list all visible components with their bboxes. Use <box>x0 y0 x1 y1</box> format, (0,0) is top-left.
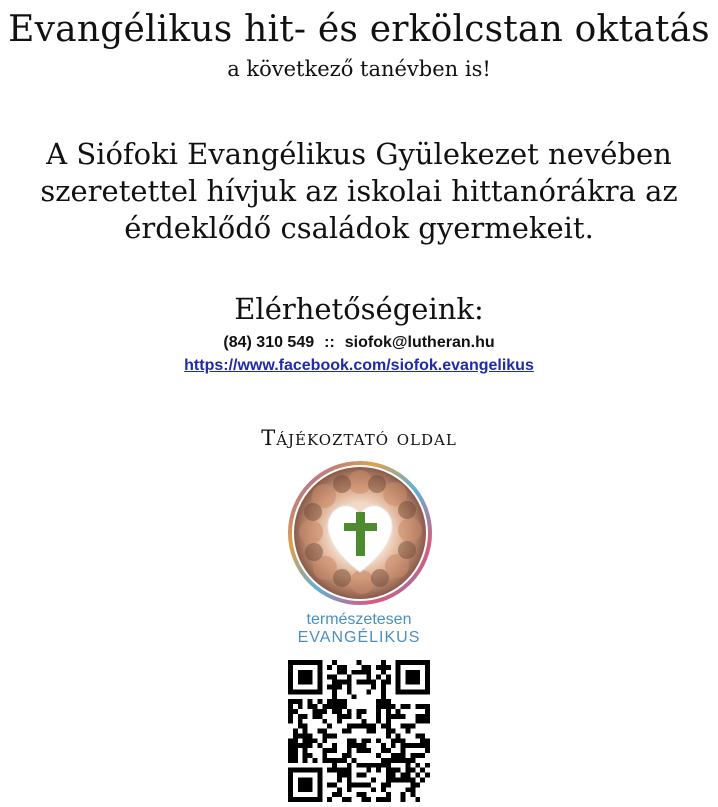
page-title: Evangélikus hit- és erkölcstan oktatás <box>8 9 710 50</box>
phone-number: (84) 310 549 <box>223 334 315 351</box>
logo-tagline: természetesen <box>306 611 412 628</box>
invitation-line: érdeklődő családok gyermekeit. <box>124 211 594 245</box>
contacts-heading: Elérhetőségeink: <box>234 292 484 326</box>
faces-circle-heart-cross-logo-icon <box>287 460 433 606</box>
invitation-text <box>0 136 718 247</box>
info-page-title: Tájékoztató oldal <box>261 426 457 450</box>
contact-line <box>0 333 718 353</box>
qr-code[interactable] <box>288 660 430 802</box>
email-address[interactable]: siofok@lutheran.hu <box>344 334 495 351</box>
invitation-line: A Siófoki Evangélikus Gyülekezet nevében <box>46 137 672 171</box>
contact-separator: :: <box>324 334 335 351</box>
facebook-link[interactable]: https://www.facebook.com/siofok.evangelikus <box>184 357 534 374</box>
logo <box>287 460 433 606</box>
page-subtitle: a következő tanévben is! <box>227 57 491 81</box>
logo-tagline-brand: EVANGÉLIKUS <box>297 629 421 646</box>
invitation-line: szeretettel hívjuk az iskolai hittanórákra az <box>40 174 678 208</box>
qr-code-icon <box>288 660 430 802</box>
